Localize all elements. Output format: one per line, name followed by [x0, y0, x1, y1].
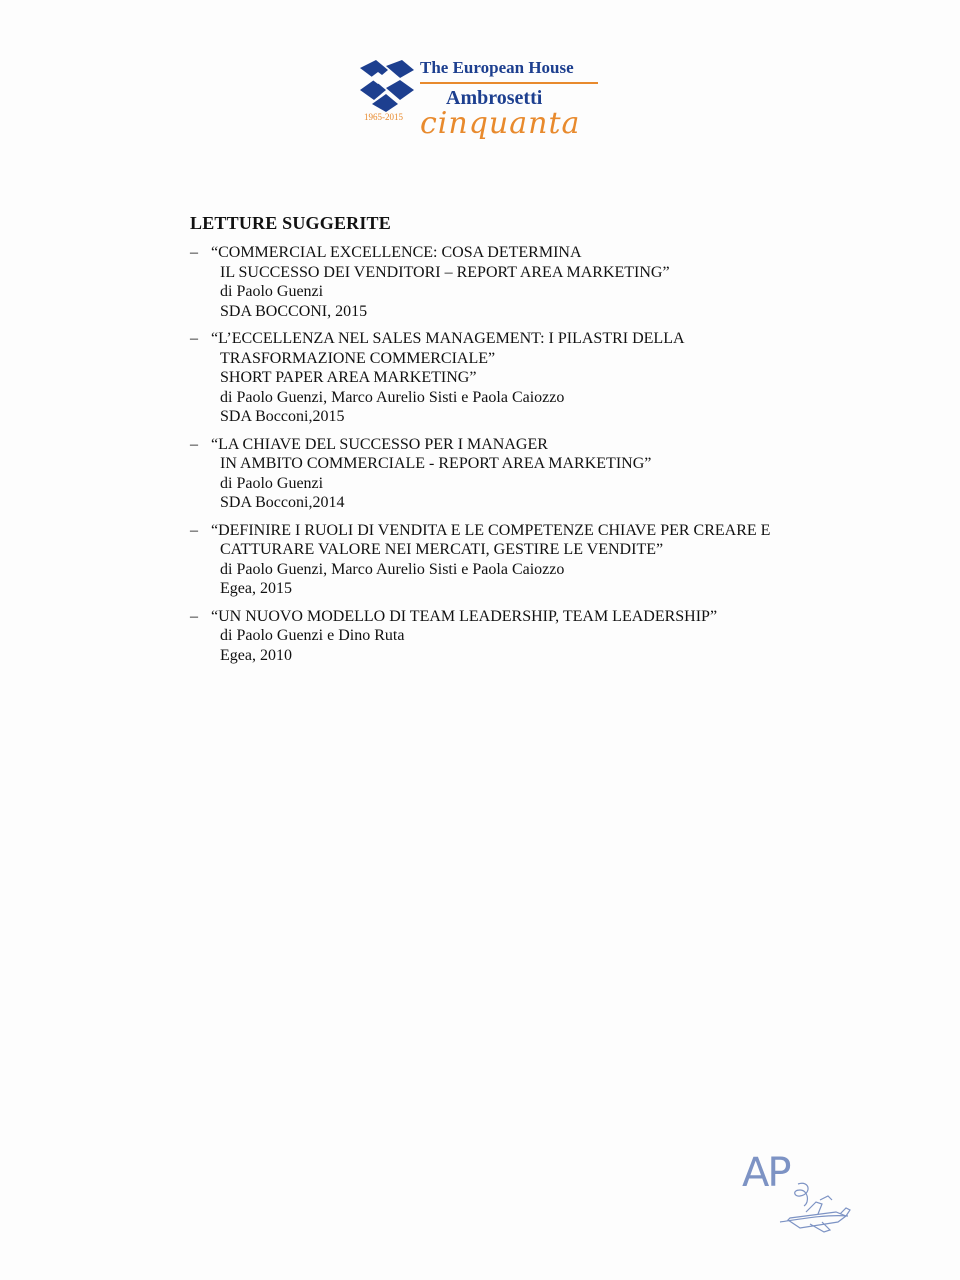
ambrosetti-logo-mark-icon: [358, 60, 416, 112]
reference-line: “DEFINIRE I RUOLI DI VENDITA E LE COMPETENZE CHIAVE PER CREARE E: [211, 521, 771, 539]
bullet-dash: –: [190, 330, 198, 347]
ap-signature: [740, 1150, 860, 1240]
reference-line: “COMMERCIAL EXCELLENCE: COSA DETERMINA: [211, 244, 582, 261]
reference-line: SDA Bocconi,2014: [220, 494, 345, 511]
reference-line: di Paolo Guenzi e Dino Ruta: [220, 627, 405, 644]
logo-line-2: Ambrosetti: [446, 87, 543, 109]
bullet-dash: –: [190, 521, 198, 539]
suggested-readings: [190, 213, 850, 673]
reference-line: IL SUCCESSO DEI VENDITORI – REPORT AREA MARKETING”: [220, 263, 670, 281]
bullet-dash: –: [190, 435, 198, 453]
logo-line-1: The European House: [420, 58, 574, 77]
bullet-dash: –: [190, 244, 198, 261]
reference-line: di Paolo Guenzi, Marco Aurelio Sisti e Paola Caiozzo: [220, 560, 565, 578]
reference-line: “L’ECCELLENZA NEL SALES MANAGEMENT: I PILASTRI DELLA: [211, 330, 685, 347]
airplane-icon: [740, 1150, 860, 1240]
reference-line: di Paolo Guenzi: [220, 283, 324, 300]
logo-script: cinquanta: [420, 106, 581, 141]
ambrosetti-logo: [358, 56, 608, 160]
reference-line: di Paolo Guenzi, Marco Aurelio Sisti e Paola Caiozzo: [220, 388, 565, 406]
signature-initials: AP: [742, 1150, 790, 1196]
section-title: LETTURE SUGGERITE: [190, 213, 391, 233]
reference-line: Egea, 2015: [220, 580, 292, 597]
reference-item: [190, 243, 850, 321]
reference-line: Egea, 2010: [220, 646, 292, 664]
logo-divider: [420, 82, 598, 84]
reference-line: SHORT PAPER AREA MARKETING”: [220, 369, 477, 386]
reference-line: “LA CHIAVE DEL SUCCESSO PER I MANAGER: [211, 435, 548, 453]
reference-line: IN AMBITO COMMERCIALE - REPORT AREA MARKETING”: [220, 455, 652, 472]
reference-line: SDA Bocconi,2015: [220, 408, 345, 425]
reference-item: [190, 607, 850, 666]
reference-line: TRASFORMAZIONE COMMERCIALE”: [220, 349, 496, 367]
reference-line: CATTURARE VALORE NEI MERCATI, GESTIRE LE VENDITE”: [220, 541, 664, 558]
reference-line: SDA BOCCONI, 2015: [220, 302, 368, 320]
reference-line: “UN NUOVO MODELLO DI TEAM LEADERSHIP, TEAM LEADERSHIP”: [211, 607, 718, 625]
bullet-dash: –: [190, 607, 198, 625]
reference-line: di Paolo Guenzi: [220, 474, 324, 492]
reference-item: [190, 521, 850, 599]
logo-years: 1965-2015: [364, 112, 403, 122]
reference-item: [190, 329, 850, 427]
reference-item: [190, 435, 850, 513]
